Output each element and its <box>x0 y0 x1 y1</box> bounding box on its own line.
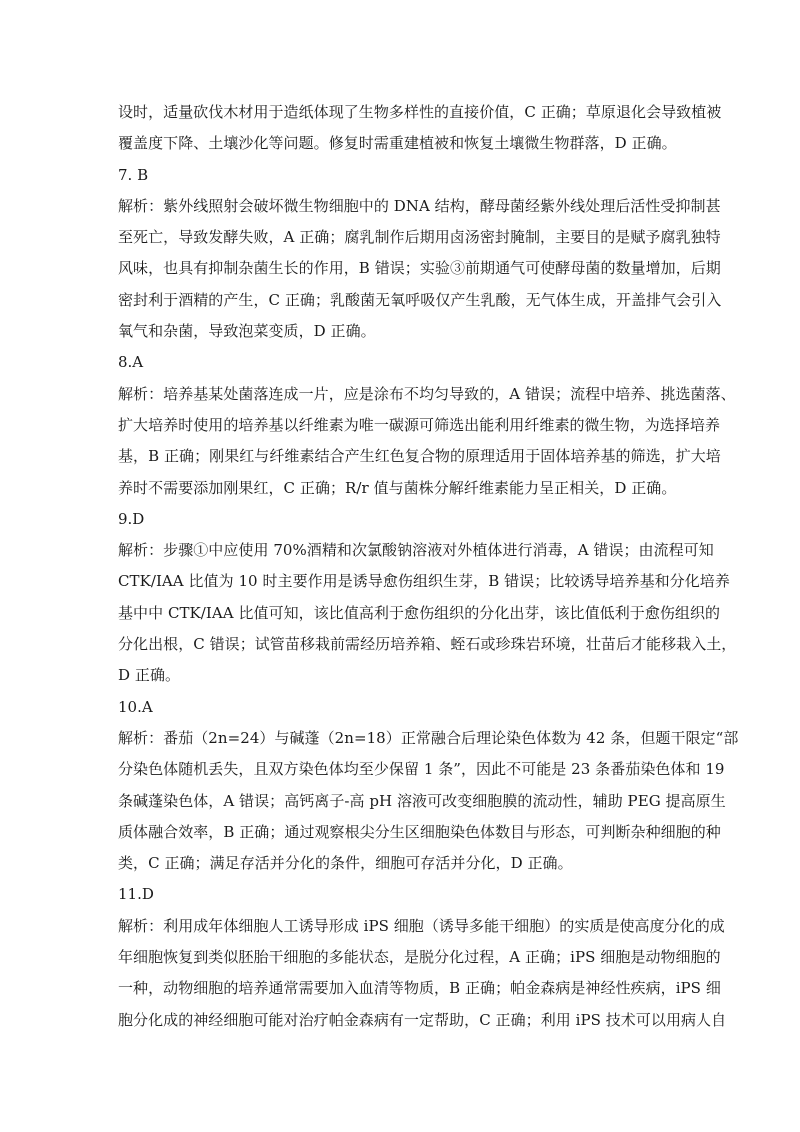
text-line: 质体融合效率，B 正确；通过观察根尖分生区细胞染色体数目与形态，可判断杂种细胞的种 <box>118 822 721 841</box>
text-line: 解析：利用成年体细胞人工诱导形成 iPS 细胞（诱导多能干细胞）的实质是使高度分化的成 <box>118 916 725 935</box>
text-line: CTK/IAA 比值为 10 时主要作用是诱导愈伤组织生芽，B 错误；比较诱导培养基和分化培养 <box>118 572 730 591</box>
text-line: 扩大培养时使用的培养基以纤维素为唯一碳源可筛选出能利用纤维素的微生物，为选择培养 <box>118 415 721 434</box>
text-line: 分染色体随机丢失，且双方染色体均至少保留 1 条”，因此不可能是 23 条番茄染色体和 19 <box>118 760 725 779</box>
text-line: 氧气和杂菌，导致泡菜变质，D 正确。 <box>118 322 376 341</box>
text-line: 密封利于酒精的产生，C 正确；乳酸菌无氧呼吸仅产生乳酸，无气体生成，开盖排气会引入 <box>118 290 722 309</box>
answer-heading: 7. B <box>118 165 149 184</box>
answer-heading: 10.A <box>118 697 153 716</box>
text-line: 胞分化成的神经细胞可能对治疗帕金森病有一定帮助，C 正确；利用 iPS 技术可以用病人自 <box>118 1010 727 1029</box>
text-line: 覆盖度下降、土壤沙化等问题。修复时需重建植被和恢复土壤微生物群落，D 正确。 <box>118 134 677 153</box>
text-line: 类，C 正确；满足存活并分化的条件，细胞可存活并分化，D 正确。 <box>118 854 573 873</box>
document-body <box>118 97 739 1036</box>
text-line: 基，B 正确；刚果红与纤维素结合产生红色复合物的原理适用于固体培养基的筛选，扩大培 <box>118 447 721 466</box>
text-line: 养时不需要添加刚果红，C 正确；R/r 值与菌株分解纤维素能力呈正相关，D 正确。 <box>118 478 677 497</box>
text-line: 解析：紫外线照射会破坏微生物细胞中的 DNA 结构，酵母菌经紫外线处理后活性受抑制甚 <box>118 196 721 215</box>
text-line: 解析：番茄（2n=24）与碱蓬（2n=18）正常融合后理论染色体数为 42 条，但题干限定“部 <box>118 728 739 747</box>
text-line: 解析：培养基某处菌落连成一片，应是涂布不均匀导致的，A 错误；流程中培养、挑选菌落、 <box>118 384 736 403</box>
answer-heading: 8.A <box>118 353 144 372</box>
text-line: 风味，也具有抑制杂菌生长的作用，B 错误；实验③前期通气可使酵母菌的数量增加，后期 <box>118 259 721 278</box>
text-line: 设时，适量砍伐木材用于造纸体现了生物多样性的直接价值，C 正确；草原退化会导致植被 <box>118 103 722 121</box>
answer-item-9 <box>118 504 737 692</box>
text-line: 基中中 CTK/IAA 比值可知，该比值高利于愈伤组织的分化出芽，该比值低利于愈伤组织的 <box>118 603 721 622</box>
text-line: 分化出根，C 错误；试管苗移栽前需经历培养箱、蛭石或珍珠岩环境，壮苗后才能移栽入土， <box>118 635 737 654</box>
answer-explanation-continued <box>118 97 722 160</box>
answer-item-11 <box>118 879 727 1035</box>
answer-item-10 <box>118 692 739 880</box>
answer-item-8 <box>118 347 736 503</box>
answer-heading: 11.D <box>118 885 154 904</box>
text-line: 条碱蓬染色体，A 错误；高钙离子-高 pH 溶液可改变细胞膜的流动性，辅助 PEG 提高原生 <box>118 791 726 810</box>
answer-heading: 9.D <box>118 509 145 528</box>
text-line: 至死亡，导致发酵失败，A 正确；腐乳制作后期用卤汤密封腌制，主要目的是赋予腐乳独特 <box>118 228 721 247</box>
text-line: 一种，动物细胞的培养通常需要加入血清等物质，B 正确；帕金森病是神经性疾病，iPS 细 <box>118 979 721 998</box>
text-line: D 正确。 <box>118 666 181 685</box>
text-line: 解析：步骤①中应使用 70%酒精和次氯酸钠溶液对外植体进行消毒，A 错误；由流程可知 <box>118 541 714 560</box>
text-line: 年细胞恢复到类似胚胎干细胞的多能状态，是脱分化过程，A 正确；iPS 细胞是动物细胞的 <box>118 948 721 967</box>
answer-item-7 <box>118 160 722 348</box>
